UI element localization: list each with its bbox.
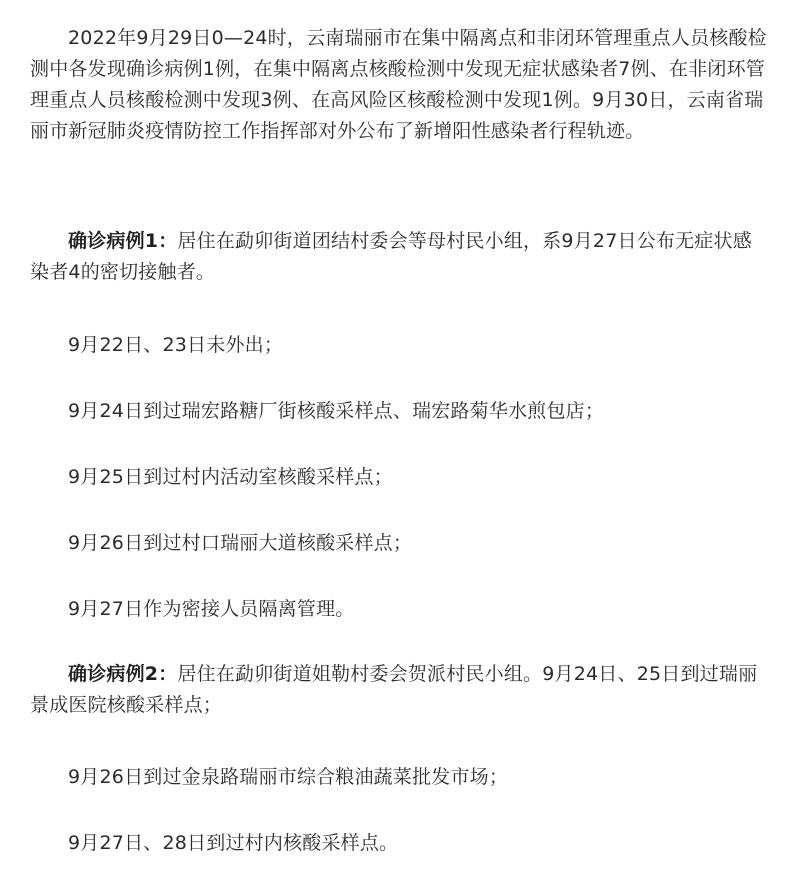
case1-trajectory-item: 9月22日、23日未外出；	[68, 334, 284, 356]
case1-trajectory-item: 9月25日到过村内活动室核酸采样点；	[68, 466, 393, 488]
case1-text: 居住在勐卯街道团结村委会等母村民小组，系9月27日公布无症状感染者4的密切接触者。	[30, 230, 752, 283]
case2-trajectory-item: 9月27日、28日到过村内核酸采样点。	[68, 832, 399, 854]
case1-paragraph	[30, 226, 770, 288]
case1-trajectory-item: 9月27日作为密接人员隔离管理。	[68, 598, 355, 620]
case2-text: 居住在勐卯街道姐勒村委会贺派村民小组。9月24日、25日到过瑞丽景成医院核酸采样点；	[30, 663, 758, 716]
intro-paragraph: 2022年9月29日0—24时，云南瑞丽市在集中隔离点和非闭环管理重点人员核酸检测中各发现确诊病例1例，在集中隔离点核酸检测中发现无症状感染者7例、在非闭环管理重点人员核酸检测中发现3例、在高风险区核酸检测中发现1例。9月30日，云南省瑞丽市新冠肺炎疫情防控工作指挥部对外公布了新增阳性感染者行程轨迹。	[30, 27, 767, 142]
case1-label: 确诊病例1：	[68, 230, 178, 252]
case1-trajectory-item: 9月26日到过村口瑞丽大道核酸采样点；	[68, 532, 413, 554]
case2-paragraph	[30, 659, 770, 721]
case2-trajectory-item: 9月26日到过金泉路瑞丽市综合粮油蔬菜批发市场；	[68, 766, 509, 788]
case2-label: 确诊病例2：	[68, 663, 178, 685]
case1-trajectory-item: 9月24日到过瑞宏路糖厂街核酸采样点、瑞宏路菊华水煎包店；	[68, 400, 605, 422]
